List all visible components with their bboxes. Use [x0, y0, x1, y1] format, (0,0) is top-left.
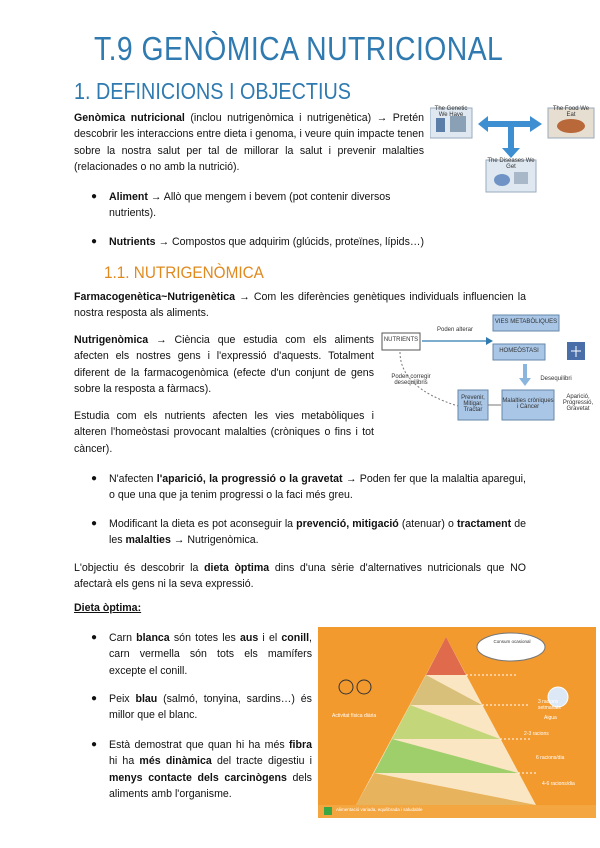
diagram-aparicio: Aparició, Progressió, Gravetat: [562, 394, 594, 412]
diagram-prevenir: Prevenir, Mitigar, Tractar: [461, 395, 485, 413]
prevencio-mid2: de les: [109, 518, 526, 547]
pyramid-top-note: Consum ocasional: [493, 639, 531, 644]
fibra-b1: fibra: [289, 739, 312, 751]
pyramid-r2: 2-3 racions: [524, 731, 549, 737]
label-food: The Food We Eat: [552, 106, 590, 118]
fibra-t1: Està demostrat que quan hi ha més: [109, 739, 290, 751]
diagram-nutrients: NUTRIENTS: [383, 337, 419, 343]
aparicio-pre: N'afecten: [109, 473, 157, 485]
pyramid-activity: Activitat física diària: [332, 713, 377, 719]
genomica-definition: (inclou nutrigenòmica i nutrigenètica) → Pretén descobrir les interaccions entre dieta i genoma, i veure quin impacte tenen sobre la nostra salut per tal de millorar la salut i prevenir malalties (relacionades o no amb la nutrició).: [74, 112, 424, 173]
prevencio-bold: prevenció, mitigació: [296, 518, 399, 530]
label-disease: The Diseases We Get: [487, 158, 535, 170]
carn-b2: aus: [239, 632, 259, 644]
bullet-aparicio: [91, 471, 526, 504]
diagram-homeostasi: HOMEÒSTASI: [499, 348, 539, 354]
food-pyramid-image: [318, 627, 596, 818]
bullet-dot: ●: [91, 473, 98, 484]
bullet-prevencio: [91, 516, 526, 549]
nutrigenomica-definition: → Ciència que estudia com els aliments afecten els nostres gens i l'expressió d'aquests. Totalment diferent de la farmacogenòmica (efecte d'un conjunt de gens sobre la resposta a fàrmacs).: [74, 334, 374, 395]
diagram-vies: VIES METABÒLIQUES: [494, 319, 558, 325]
dieta-optima-title: Dieta òptima:: [74, 602, 142, 614]
carn-b1: blanca: [136, 632, 170, 644]
bullet-peix: [91, 691, 312, 724]
carn-b3: conill: [281, 632, 310, 644]
diagram-malalties: Malalties cròniques i Càncer: [502, 398, 554, 410]
tractament-bold: tractament: [456, 518, 512, 530]
peix-t1: Peix: [109, 693, 136, 705]
fibra-t2: hi ha: [109, 755, 140, 768]
section-heading-definicions: 1. DEFINICIONS I OBJECTIUS: [74, 78, 351, 104]
pyramid-r4: 4-6 racions/dia: [542, 781, 575, 787]
bullet-fibra: [91, 737, 313, 802]
bullet-dot: ●: [91, 632, 98, 643]
page-title: T.9 GENÒMICA NUTRICIONAL: [94, 30, 504, 67]
nutrients-term: Nutrients: [109, 236, 156, 248]
pyramid-footer: Alimentació variada, equilibrada i saludable: [336, 807, 423, 812]
carn-t3: i el: [258, 632, 282, 644]
intro-paragraph: [74, 110, 424, 175]
nutrients-definition: → Compostos que adquirim (glúcids, proteïnes, lípids…): [155, 236, 424, 248]
nutrigenomica-paragraph: [74, 332, 374, 397]
farmacogenetica-term: Farmacogenètica~Nutrigenètica: [74, 291, 236, 303]
bullet-dot: ●: [91, 518, 98, 529]
bullet-nutrients: [91, 234, 489, 250]
fibra-b3: menys contacte dels carcinògens: [109, 771, 287, 784]
bullet-dot: ●: [91, 236, 98, 247]
label-genetic: The Genetic We Have: [434, 106, 468, 118]
bullet-dot: ●: [91, 739, 98, 750]
aliment-term: Aliment: [109, 191, 148, 203]
pyramid-r3: 6 racions/dia: [536, 755, 565, 761]
fibra-t4: dels aliments amb l'organisme.: [109, 771, 312, 800]
diagram-poden-alterar: Poden alterar: [436, 327, 474, 333]
peix-t2: (salmó, tonyina, sardins…) és millor que el blanc.: [109, 693, 312, 722]
malalties-bold: malalties: [125, 534, 171, 547]
nutrigenomics-diagram: [380, 312, 598, 430]
objectiu-paragraph: [74, 560, 526, 593]
bullet-aliment: [91, 189, 424, 222]
genomica-term: Genòmica nutricional: [74, 112, 185, 124]
estudia-paragraph: Estudia com els nutrients afecten les vies metabòliques i alteren l'homeòstasi provocant malalties (cròniques o fins i tot càncer).: [74, 410, 374, 455]
aparicio-bold: l'aparició, la progressió o la gravetat: [156, 473, 343, 485]
prevencio-rest: → Nutrigenòmica.: [170, 534, 259, 547]
carn-t1: Carn: [109, 632, 137, 644]
bullet-dot: ●: [91, 191, 98, 202]
objectiu-pre: L'objectiu és descobrir la: [74, 562, 205, 574]
bullet-carn: [91, 630, 312, 679]
prevencio-mid: (atenuar) o: [398, 518, 457, 530]
carn-t4: , carn vermella són tots els mamífers excepte el conill.: [109, 632, 312, 677]
peix-b1: blau: [135, 693, 158, 705]
carn-t2: són totes les: [169, 632, 240, 644]
objectiu-rest: dins d'una sèrie d'alternatives nutricionals que NO afectarà els gens ni la seva expressió.: [74, 562, 526, 591]
pyramid-r1: 3 racions setmanals: [538, 699, 561, 711]
aliment-definition: → Allò que mengem i bevem (pot contenir diversos nutrients).: [109, 191, 391, 220]
diagram-poden-corregir: Poden corregir desequilibris: [391, 374, 431, 386]
farmacogenetica-definition: → Com les diferències genètiques individuals influencien la nostra resposta als aliments.: [74, 291, 526, 320]
genetic-food-disease-figure: [430, 104, 598, 196]
aparicio-rest: → Poden fer que la malaltia aparegui, o que una que ja tenim progressi o la faci més greu.: [109, 473, 526, 502]
fibra-t3: del tracte digestiu i: [211, 755, 313, 768]
nutrigenomica-term: Nutrigenòmica: [74, 334, 149, 346]
prevencio-pre: Modificant la dieta es pot aconseguir la: [109, 518, 297, 530]
bullet-dot: ●: [91, 693, 98, 704]
section-heading-nutrigenomica: 1.1. NUTRIGENÒMICA: [104, 263, 264, 282]
dieta-optima-bold: dieta òptima: [204, 562, 270, 574]
fibra-b2: més dinàmica: [139, 755, 212, 768]
diagram-desequilibri: Desequilibri: [540, 376, 572, 382]
pyramid-water: Aigua: [544, 715, 557, 721]
